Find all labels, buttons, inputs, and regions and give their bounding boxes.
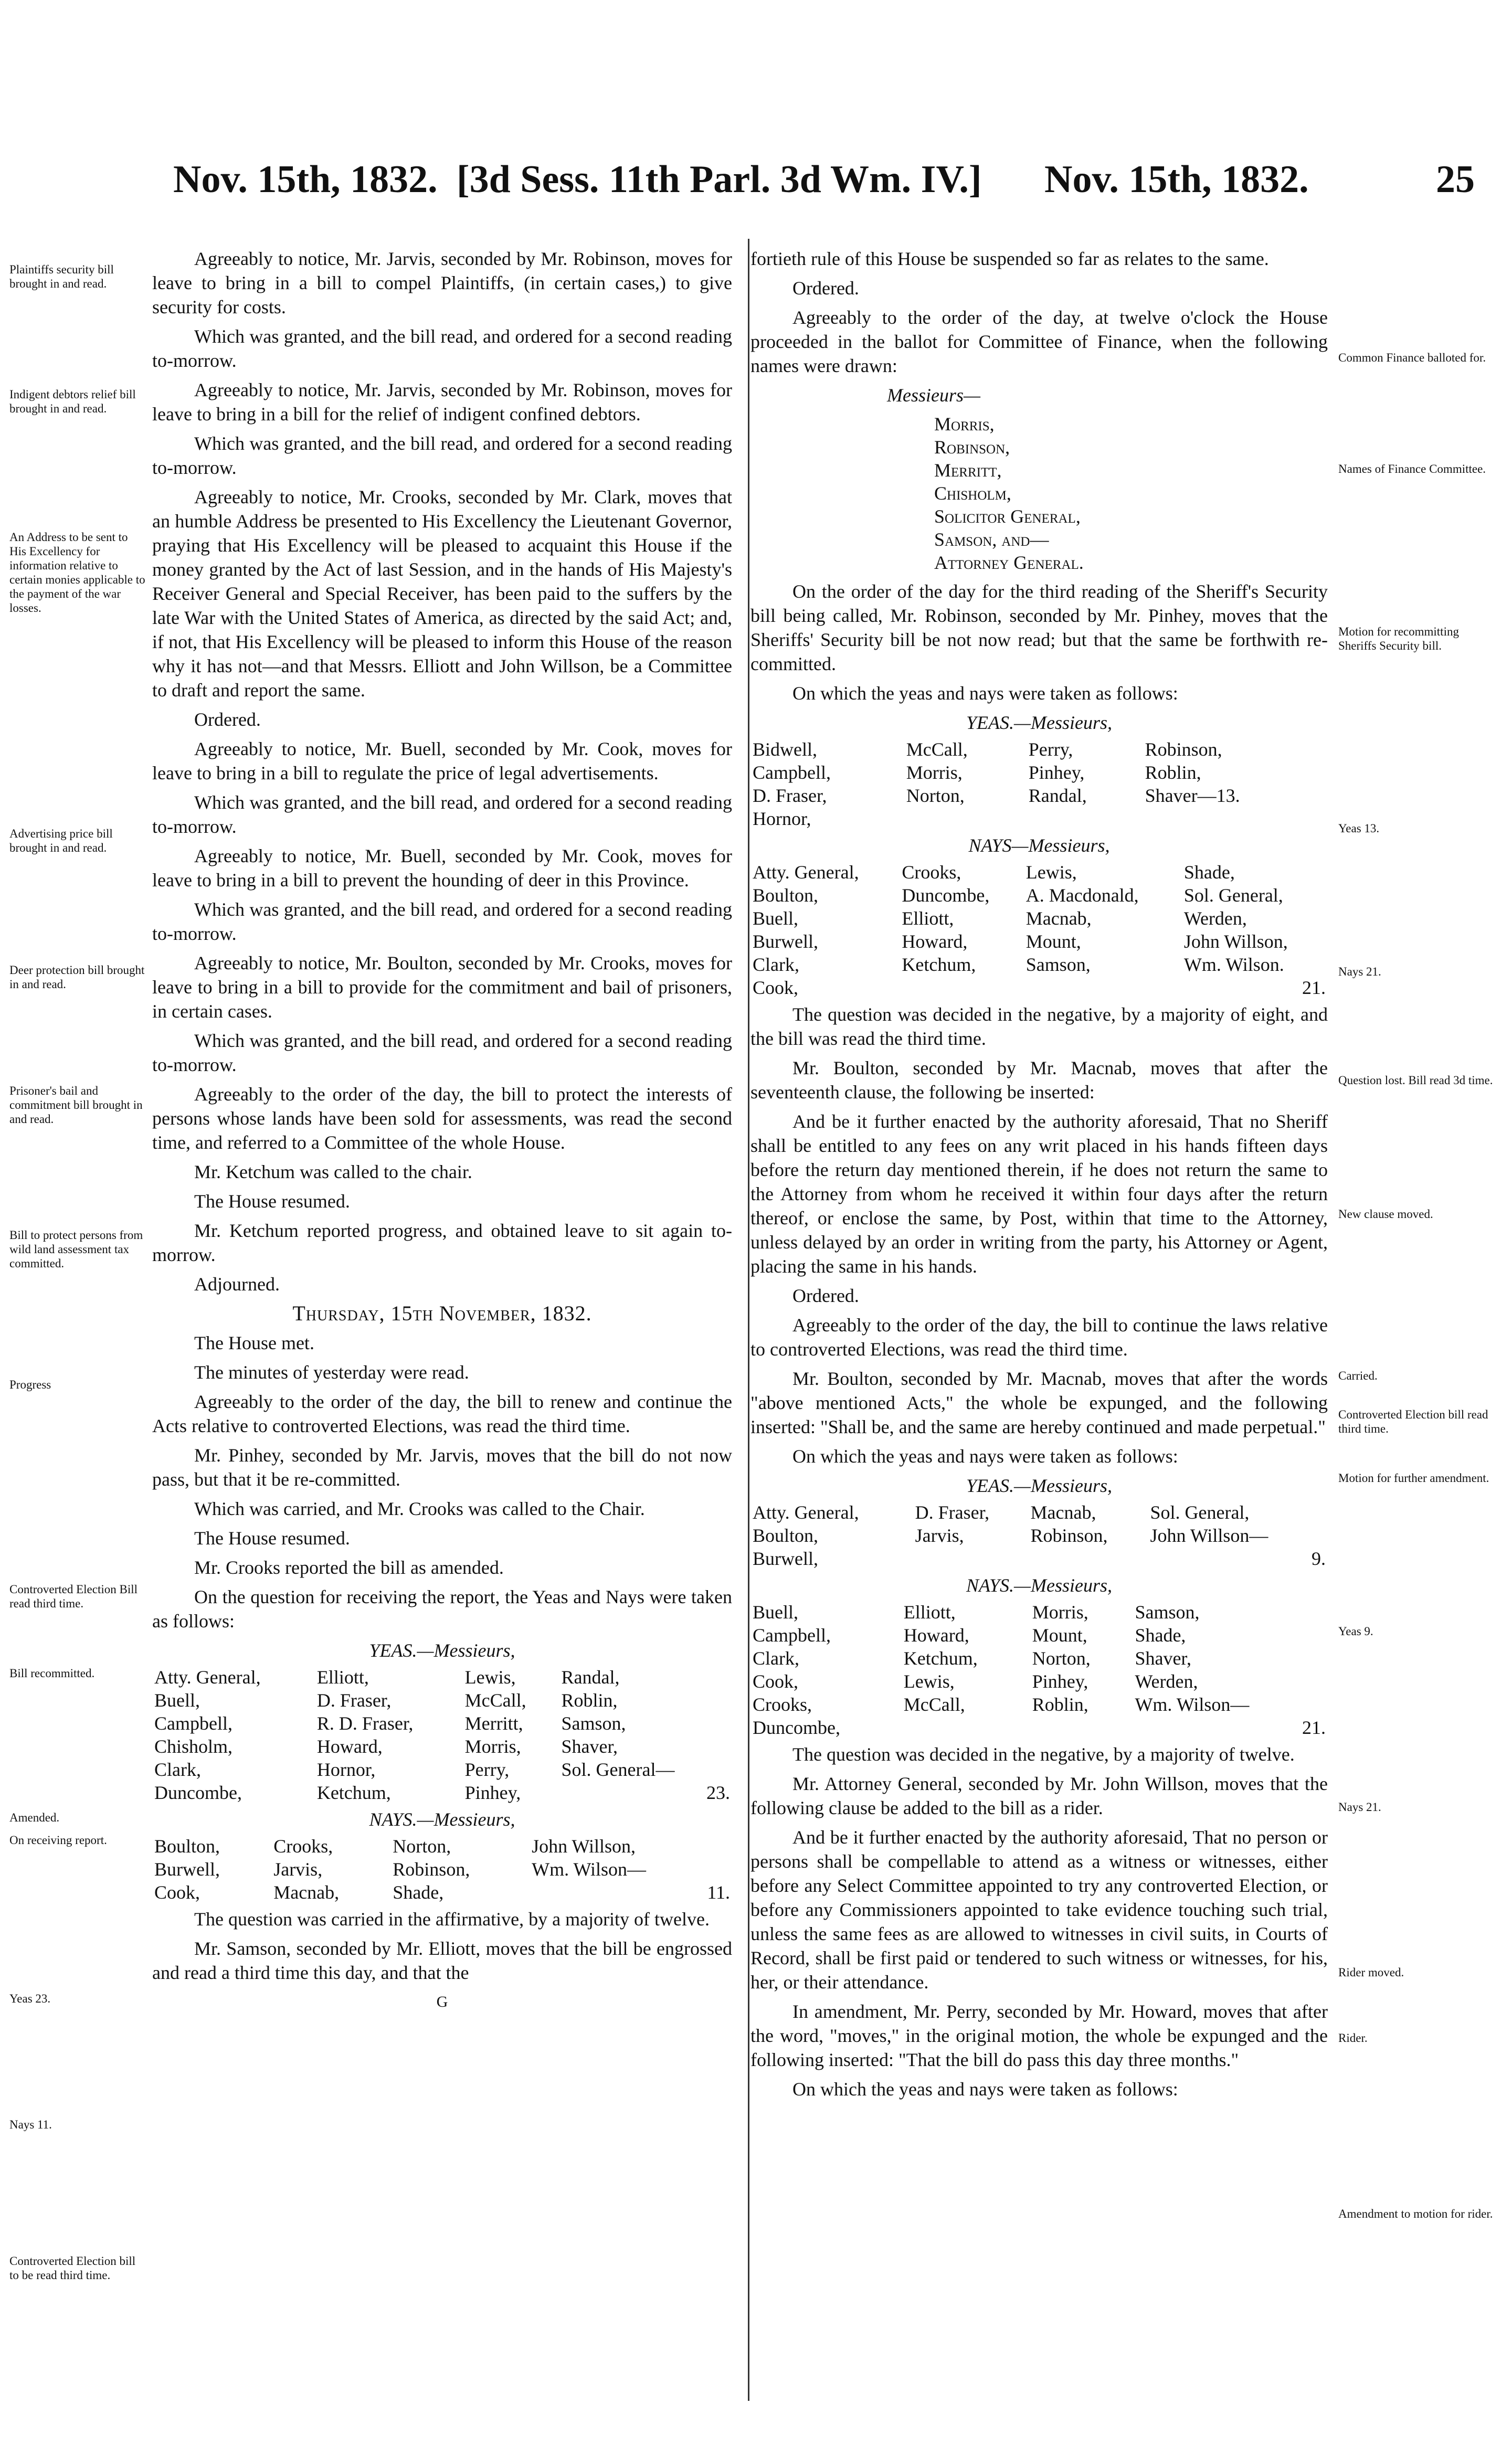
nays-table [750,1601,1328,1739]
margin-note: Controverted Election Bill read third time. [9,1583,138,1610]
member-name [1143,807,1328,830]
member-name: Shade, [1183,862,1235,883]
column-divider [748,239,749,2401]
member-name: Sol. General, [1150,1502,1250,1523]
committee-member: Merritt, [934,460,1002,481]
member-name: Campbell, [154,1713,232,1734]
member-name: Werden, [1183,908,1247,929]
table-row [750,1501,1328,1524]
member-name: Shaver—13. [1145,785,1240,806]
table-row [750,953,1328,976]
member-name: Sol. General— [561,1759,675,1780]
member-name: Burwell, [753,1548,818,1569]
margin-note: Yeas 9. [1338,1625,1373,1638]
margin-note: Advertising price bill brought in and read. [9,827,113,854]
margin-note: Rider moved. [1338,1966,1404,1979]
page-header [173,157,1475,220]
margin-note: Question lost. Bill read 3d time. [1338,1074,1493,1087]
committee-list [934,412,1328,574]
table-row [152,1689,732,1712]
member-name: Elliott, [902,908,954,929]
member-name: Bidwell, [753,739,817,760]
paragraph: Mr. Samson, seconded by Mr. Elliott, moves that the bill be engrossed and read a third time this day, and that the [152,1938,732,1983]
member-name: Clark, [154,1759,201,1780]
member-name: Cook, [753,1671,799,1692]
margin-note: Indigent debtors relief bill brought in and read. [9,388,136,415]
paragraph: Agreeably to notice, Mr. Jarvis, seconded by Mr. Robinson, moves for leave to bring in a bill to compel Plaintiffs, (in certain cases,) to give security for costs. [152,248,732,317]
member-name: Norton, [1032,1648,1091,1669]
committee-member: Solicitor General, [934,506,1081,527]
margin-note: Motion for further amendment. [1338,1471,1489,1485]
member-name: Randal, [1028,785,1087,806]
paragraph: Agreeably to the order of the day, the bill to protect the interests of persons whose lands have been sold for assessments, was read the second time, and referred to a Committee of the whole House. [152,1084,732,1153]
member-name: McCall, [906,739,968,760]
vote-total: 21. [1302,977,1326,998]
member-name: Ketchum, [902,954,976,975]
margin-note: Common Finance balloted for. [1338,351,1486,364]
table-row [152,1712,732,1735]
margin-note: Deer protection bill brought in and read. [9,963,145,991]
paragraph: Agreeably to notice, Mr. Jarvis, seconded by Mr. Robinson, moves for leave to bring in a bill for the relief of indigent confined debtors. [152,379,732,425]
member-name: Campbell, [753,762,831,783]
margin-note: Rider. [1338,2031,1368,2045]
member-name: Atty. General, [154,1667,261,1688]
member-name: Pinhey, [1028,762,1085,783]
paragraph: Mr. Ketchum was called to the chair. [194,1161,472,1182]
yeas-title: YEAS.—Messieurs, [966,712,1112,733]
member-name: Crooks, [902,862,961,883]
paragraph: Mr. Crooks reported the bill as amended. [194,1557,504,1578]
paragraph: On which the yeas and nays were taken as follows: [792,1446,1178,1467]
table-row [152,1858,732,1881]
member-name: Clark, [753,1648,799,1669]
member-name: Wm. Wilson— [532,1859,646,1880]
yeas-table [152,1666,732,1804]
table-row [152,1758,732,1781]
member-name: Wm. Wilson— [1135,1694,1250,1715]
member-name [1030,1716,1133,1739]
paragraph: Mr. Attorney General, seconded by Mr. John Willson, moves that the following clause be added to the bill as a rider. [750,1773,1328,1818]
member-name: Duncombe, [902,885,990,906]
member-name: Macnab, [273,1882,340,1903]
table-row [152,1666,732,1689]
margin-note: Controverted Election bill read third time. [1338,1408,1488,1435]
member-name: Hornor, [753,808,811,829]
paragraph: On which the yeas and nays were taken as follows: [792,2079,1178,2100]
paragraph: On the order of the day for the third reading of the Sheriff's Security bill being called, Mr. Robinson, seconded by Mr. Pinhey, moves that the Sheriffs' Security bill be not now read; but that the same be forthwith re-committed. [750,581,1328,674]
member-name: Buell, [154,1690,200,1711]
margin-note: Bill recommitted. [9,1667,95,1680]
member-name: Jarvis, [915,1525,964,1546]
page-number: 25 [1436,158,1475,201]
table-row [750,1670,1328,1693]
margin-note: Amendment to motion for rider. [1338,2207,1493,2220]
member-name: Shaver, [561,1736,618,1757]
member-name: Duncombe, [753,1717,840,1738]
paragraph: Agreeably to the order of the day, at twelve o'clock the House proceeded in the ballot for Committee of Finance, when the following names were drawn: [750,307,1328,376]
member-name: Sol. General, [1183,885,1283,906]
table-row [750,807,1328,830]
member-name: Perry, [464,1759,510,1780]
member-name: Lewis, [903,1671,955,1692]
member-name: Cook, [154,1882,200,1903]
table-row [750,907,1328,930]
yeas-table [750,1501,1328,1570]
paragraph: Agreeably to the order of the day, the bill to continue the laws relative to controverted Elections, was read the third time. [750,1315,1328,1360]
member-name: Macnab, [1025,908,1092,929]
margin-note: Amended. [9,1811,60,1824]
vote-total: 11. [707,1882,730,1903]
table-row [152,1881,732,1904]
paragraph: Which was granted, and the bill read, and ordered for a second reading to-morrow. [152,1030,732,1075]
paragraph: Mr. Boulton, seconded by Mr. Macnab, moves that after the seventeenth clause, the following be inserted: [750,1057,1328,1103]
paragraph: Ordered. [792,278,859,299]
member-name: Duncombe, [154,1782,242,1803]
member-name [1024,976,1182,999]
member-name: Randal, [561,1667,620,1688]
member-name: McCall, [903,1694,965,1715]
nays-title: NAYS—Messieurs, [968,835,1110,856]
paragraph: Agreeably to notice, Mr. Boulton, seconded by Mr. Crooks, moves for leave to bring in a bill to provide for the commitment and bail of prisoners, in certain cases. [152,952,732,1022]
paragraph: On which the yeas and nays were taken as follows: [792,683,1178,704]
member-name: D. Fraser, [753,785,827,806]
member-name: Lewis, [464,1667,516,1688]
member-name: Robinson, [1030,1525,1108,1546]
paragraph: Agreeably to notice, Mr. Crooks, seconded by Mr. Clark, moves that an humble Address be presented to His Excellency the Lieutenant Governor, praying that His Excellency will be pleased to acquaint this House if the money granted by the Act of last Session, and in the hands of His Majesty's Receiver General and Special Receiver, has been paid to the suffers by the late War with the United States of America, as directed by the said Act; and, if not, that His Excellency will be pleased to inform this House of the reason why it has not—and that Messrs. Elliott and John Willson, be a Committee to draft and report the same. [152,486,732,701]
member-name: Burwell, [753,931,818,952]
margin-note: Progress [9,1378,51,1391]
margin-note: Yeas 23. [9,1992,51,2005]
member-name: Boulton, [753,885,819,906]
nays-title: NAYS.—Messieurs, [966,1575,1113,1596]
member-name: Cook, [753,977,799,998]
paragraph: The question was decided in the negative, by a majority of eight, and the bill was read the third time. [750,1004,1328,1049]
member-name: Boulton, [753,1525,819,1546]
member-name: Roblin, [1032,1694,1088,1715]
margin-note: Yeas 13. [1338,822,1380,835]
member-name: Merritt, [464,1713,523,1734]
paragraph: Ordered. [792,1285,859,1306]
table-row [750,930,1328,953]
paragraph: On the question for receiving the report, the Yeas and Nays were taken as follows: [152,1586,732,1632]
paragraph: Mr. Ketchum reported progress, and obtained leave to sit again to-morrow. [152,1220,732,1265]
paragraph: The question was carried in the affirmative, by a majority of twelve. [194,1909,710,1930]
margin-note: Carried. [1338,1369,1378,1382]
paragraph: And be it further enacted by the authority aforesaid, That no person or persons shall be compellable to attend as a witness or witnesses, either before any Select Committee appointed to try any controverted Election, or before any Commissioners appointed to take evidence touching such trial, unless the same fees as are allowed to witnesses in civil suits, in Courts of Record, shall be first paid or tendered to such witness or witnesses, for his, her, or their attendance. [750,1827,1328,1993]
member-name [1029,1547,1148,1570]
member-name: Roblin, [561,1690,618,1711]
table-row [750,861,1328,884]
member-name: John Willson— [1150,1525,1268,1546]
member-name [902,1716,1030,1739]
member-name: Norton, [393,1836,451,1857]
margin-note: Nays 11. [9,2118,52,2131]
member-name: Crooks, [753,1694,812,1715]
nays-title: NAYS.—Messieurs, [369,1809,515,1830]
paragraph: Ordered. [194,709,261,730]
table-row [750,1624,1328,1647]
member-name: Ketchum, [316,1782,391,1803]
day-heading: Thursday, 15th November, 1832. [292,1301,592,1325]
member-name: Crooks, [273,1836,333,1857]
member-name: Macnab, [1030,1502,1096,1523]
member-name: Mount, [1032,1625,1087,1646]
paragraph: Adjourned. [194,1274,280,1295]
paragraph: Agreeably to notice, Mr. Buell, seconded by Mr. Cook, moves for leave to bring in a bill to prevent the hounding of deer in this Province. [152,845,732,891]
paragraph: Agreeably to notice, Mr. Buell, seconded by Mr. Cook, moves for leave to bring in a bill to regulate the price of legal advertisements. [152,738,732,783]
member-name: Jarvis, [273,1859,323,1880]
paragraph: fortieth rule of this House be suspended so far as relates to the same. [750,248,1269,269]
margin-note: Motion for recommitting Sheriffs Security bill. [1338,625,1459,652]
table-row [750,1693,1328,1716]
member-name: D. Fraser, [316,1690,392,1711]
member-name: Samson, [561,1713,626,1734]
committee-member: Robinson, [934,437,1010,458]
member-name: Werden, [1135,1671,1198,1692]
member-name: Morris, [1032,1602,1088,1623]
margin-note: New clause moved. [1338,1208,1433,1221]
left-column [152,247,732,2019]
member-name: Wm. Wilson. [1183,954,1284,975]
paragraph: The minutes of yesterday were read. [194,1362,469,1383]
paragraph: Which was granted, and the bill read, and ordered for a second reading to-morrow. [152,899,732,944]
member-name: Atty. General, [753,862,859,883]
paragraph: Which was carried, and Mr. Crooks was called to the Chair. [194,1498,645,1519]
yeas-title: YEAS.—Messieurs, [369,1640,515,1661]
member-name [913,1547,1029,1570]
paragraph: Mr. Boulton, seconded by Mr. Macnab, moves that after the words "above mentioned Acts," the whole be expunged, and the following inserted: "Shall be, and the same are hereby continued and made perpetual." [750,1368,1328,1437]
table-row [152,1781,732,1804]
table-row [750,976,1328,999]
header-session: [3d Sess. 11th Parl. 3d Wm. IV.] [457,158,982,201]
member-name: Samson, [1025,954,1091,975]
member-name: Shade, [1135,1625,1186,1646]
member-name: Ketchum, [903,1648,978,1669]
right-column [750,247,1328,2106]
table-row [750,738,1328,761]
member-name [900,976,1023,999]
table-row [750,1601,1328,1624]
committee-member: Attorney General. [934,552,1084,573]
table-row [750,784,1328,807]
header-date-left: Nov. 15th, 1832. [173,158,438,201]
member-name: Shade, [393,1882,444,1903]
member-name: Samson, [1135,1602,1200,1623]
member-name: Buell, [753,1602,798,1623]
table-row [152,1835,732,1858]
member-name: Howard, [316,1736,383,1757]
member-name: McCall, [464,1690,526,1711]
member-name: Boulton, [154,1836,220,1857]
paragraph: In amendment, Mr. Perry, seconded by Mr. Howard, moves that after the word, "moves," in the original motion, the whole be expunged and the following inserted: "That the bill do pass this day three months." [750,2001,1328,2070]
margin-note: Nays 21. [1338,1801,1381,1814]
yeas-title: YEAS.—Messieurs, [966,1475,1112,1496]
margin-note: Prisoner's bail and commitment bill brought in and read. [9,1084,143,1126]
member-name: Morris, [464,1736,521,1757]
member-name: Robinson, [1145,739,1222,760]
member-name: John Willson, [1183,931,1288,952]
table-row [750,1647,1328,1670]
nays-table [152,1835,732,1904]
margin-note: An Address to be sent to His Excellency for information relative to certain monies applicable to the payment of the war losses. [9,531,145,615]
header-date-right: Nov. 15th, 1832. [1044,158,1309,201]
member-name: Pinhey, [1032,1671,1088,1692]
member-name: Mount, [1025,931,1081,952]
member-name: Hornor, [316,1759,376,1780]
member-name: Campbell, [753,1625,831,1646]
table-row [750,1524,1328,1547]
member-name: Elliott, [316,1667,369,1688]
nays-table [750,861,1328,999]
messieurs-label: Messieurs— [887,385,980,406]
member-name: A. Macdonald, [1025,885,1139,906]
member-name: Atty. General, [753,1502,859,1523]
table-row [750,761,1328,784]
vote-total: 21. [1302,1717,1326,1738]
member-name: John Willson, [532,1836,636,1857]
vote-total: 23. [706,1782,730,1803]
committee-member: Morris, [934,414,995,435]
member-name: Morris, [906,762,963,783]
member-name: Pinhey, [464,1782,521,1803]
member-name: Elliott, [903,1602,956,1623]
margin-note: Plaintiffs security bill brought in and read. [9,263,114,290]
paragraph: The question was decided in the negative, by a majority of twelve. [792,1744,1295,1765]
committee-member: Samson, and— [934,529,1049,550]
member-name: Howard, [903,1625,969,1646]
paragraph: Which was granted, and the bill read, and ordered for a second reading to-morrow. [152,792,732,837]
member-name: D. Fraser, [915,1502,990,1523]
table-row [152,1735,732,1758]
paragraph: Which was granted, and the bill read, and ordered for a second reading to-morrow. [152,433,732,478]
paragraph: The House met. [194,1332,314,1353]
paragraph: And be it further enacted by the authority aforesaid, That no Sheriff shall be entitled to any fees on any writ placed in his hands fifteen days before the return day mentioned therein, if he does not return the same to the Attorney from whom he received it within four days after the return thereof, or enclose the same, by Post, within that time to the Attorney, unless delayed by an order in writing from the party, his Attorney or Agent, placing the same in his hands. [750,1111,1328,1277]
vote-total: 9. [1312,1548,1326,1569]
table-row [750,884,1328,907]
member-name: Howard, [902,931,968,952]
member-name [1027,807,1143,830]
margin-note: Nays 21. [1338,965,1381,978]
member-name: Buell, [753,908,798,929]
member-name: Shaver, [1135,1648,1191,1669]
margin-note: Bill to protect persons from wild land assessment tax committed. [9,1229,143,1270]
paragraph: Mr. Pinhey, seconded by Mr. Jarvis, moves that the bill do not now pass, but that it be re-committed. [152,1445,732,1490]
paragraph: Which was granted, and the bill read, and ordered for a second reading to-morrow. [152,326,732,371]
yeas-table [750,738,1328,830]
table-row [750,1547,1328,1570]
paragraph: Agreeably to the order of the day, the bill to renew and continue the Acts relative to controverted Elections, was read the third time. [152,1391,732,1436]
committee-member: Chisholm, [934,483,1011,504]
member-name: Burwell, [154,1859,220,1880]
paragraph: The House resumed. [194,1528,350,1549]
table-row [750,1716,1328,1739]
member-name: Clark, [753,954,799,975]
margin-note: Controverted Election bill to be read third time. [9,2254,136,2282]
member-name: R. D. Fraser, [316,1713,414,1734]
signature-mark: G [436,1993,448,2010]
member-name: Roblin, [1145,762,1201,783]
paragraph: The House resumed. [194,1191,350,1212]
member-name: Perry, [1028,739,1073,760]
margin-note: On receiving report. [9,1834,107,1847]
member-name [904,807,1027,830]
margin-note: Names of Finance Committee. [1338,462,1486,475]
member-name: Lewis, [1025,862,1077,883]
member-name: Norton, [906,785,965,806]
member-name: Chisholm, [154,1736,233,1757]
member-name: Robinson, [393,1859,470,1880]
